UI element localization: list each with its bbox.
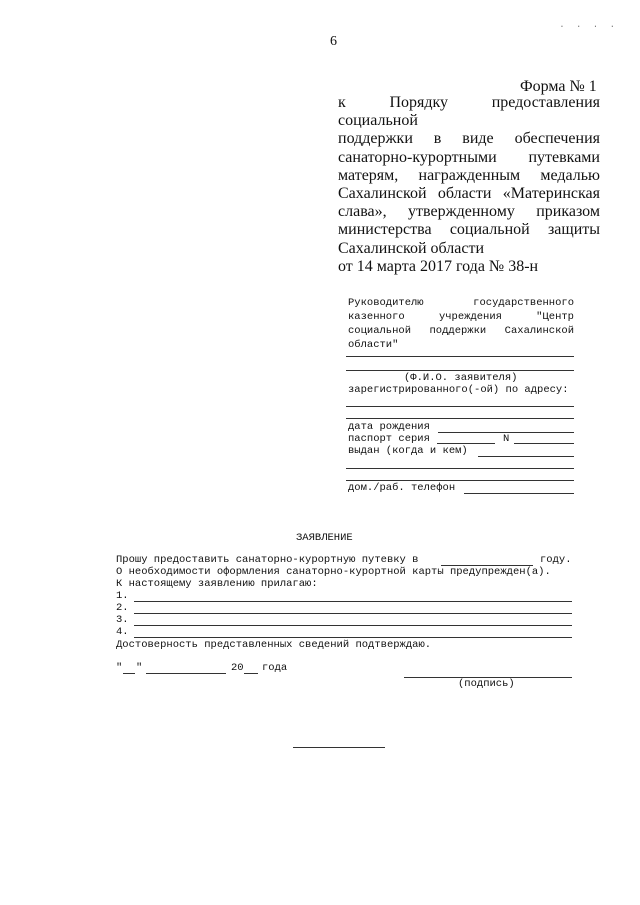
approval-line: санаторно-курортными путевками (338, 148, 600, 166)
approval-line: слава», утвержденному приказом (338, 203, 600, 221)
request-prefix: Прошу предоставить санаторно-курортную путевку в (116, 554, 419, 566)
attachment-number: 1. (116, 590, 129, 602)
address-line-1[interactable] (346, 406, 574, 407)
date-quote-open: " (116, 662, 123, 674)
confirm-text: Достоверность представленных сведений подтверждаю. (116, 639, 432, 651)
addressee-line: Руководителю государственного (348, 297, 574, 309)
attachment-field[interactable] (134, 613, 572, 614)
approval-line: от 14 марта 2017 года № 38-н (338, 257, 539, 275)
addressee-line: социальной поддержки Сахалинской (348, 325, 574, 337)
signature-label: (подпись) (458, 678, 515, 690)
approval-line: к Порядку предоставления социальной (338, 94, 600, 130)
issued-label: выдан (когда и кем) (348, 445, 468, 457)
fio-label: (Ф.И.О. заявителя) (404, 372, 518, 384)
registered-label: зарегистрированного(-ой) по адресу: (348, 384, 569, 396)
addressee-line: области" (348, 339, 399, 351)
form-number: Форма № 1 (520, 78, 597, 95)
phone-label: дом./раб. телефон (348, 482, 456, 494)
fio-line-1[interactable] (346, 356, 574, 357)
attachment-number: 3. (116, 614, 129, 626)
approval-line: Сахалинской области (338, 239, 485, 257)
issued-line-3[interactable] (346, 480, 574, 481)
address-line-2[interactable] (346, 418, 574, 419)
passport-number-label: N (503, 433, 510, 445)
passport-series-field[interactable] (437, 443, 495, 444)
approval-line: поддержки в виде обеспечения (338, 130, 600, 148)
addressee-block (348, 296, 574, 352)
birth-date-label: дата рождения (348, 421, 430, 433)
approval-line: матерям, награжденным медалью (338, 166, 600, 184)
passport-number-field[interactable] (514, 443, 574, 444)
issued-line-2[interactable] (346, 468, 574, 469)
attachment-number: 2. (116, 602, 129, 614)
page-number: 6 (330, 34, 337, 49)
fio-line-2[interactable] (346, 370, 574, 371)
date-month-field[interactable] (146, 673, 226, 674)
attachment-number: 4. (116, 626, 129, 638)
attach-label: К настоящему заявлению прилагаю: (116, 578, 318, 590)
attachment-field[interactable] (134, 637, 572, 638)
approval-line: Сахалинской области «Материнская (338, 185, 600, 203)
application-title: ЗАЯВЛЕНИЕ (296, 532, 353, 544)
date-day-field[interactable] (123, 673, 135, 674)
date-quote-close: " (136, 662, 143, 674)
attachment-field[interactable] (134, 625, 572, 626)
date-year-field[interactable] (244, 673, 258, 674)
warning-text: О необходимости оформления санаторно-курортной карты предупрежден(а). (116, 566, 551, 578)
passport-series-label: паспорт серия (348, 433, 430, 445)
attachment-field[interactable] (134, 601, 572, 602)
request-suffix: году. (540, 554, 572, 566)
footer-divider (293, 747, 385, 748)
date-year-prefix: 20 (231, 662, 244, 674)
date-year-suffix: года (262, 662, 288, 674)
addressee-line: казенного учреждения "Центр (348, 311, 574, 323)
scan-artifact: · · · · (559, 22, 618, 32)
issued-field[interactable] (478, 456, 574, 457)
approval-block (338, 94, 600, 276)
approval-line: министерства социальной защиты (338, 221, 600, 239)
phone-field[interactable] (464, 493, 574, 494)
